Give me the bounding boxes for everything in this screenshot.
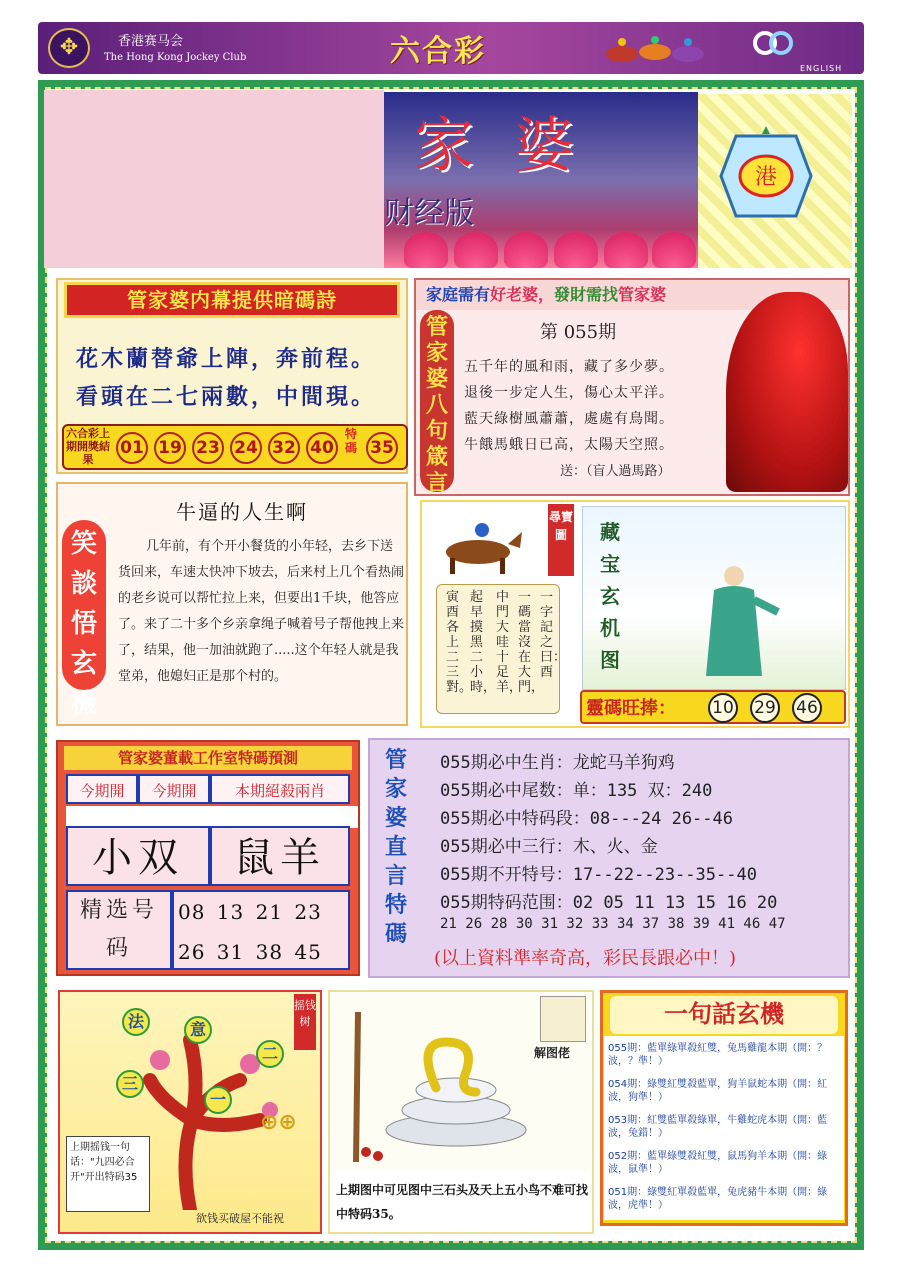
tree-ball: 三: [116, 1070, 144, 1098]
eight-line-text: 藍天綠樹風蕭蕭，處處有鳥聞。: [464, 411, 674, 427]
veiled-bride-image: [726, 292, 848, 492]
scroll-column: 寅酉各上二三對。: [446, 590, 473, 695]
coin-decoration-icon: ⊕⊕: [260, 1110, 297, 1135]
workshop-blank-strip: [66, 806, 358, 828]
double-ring-logo-icon[interactable]: [748, 30, 798, 56]
workshop-picks-row: 08 13 21 23: [178, 900, 322, 924]
result-ball: 23: [192, 432, 224, 464]
solver-icon: [540, 996, 586, 1042]
blank-pink-block: [44, 90, 384, 268]
direct-line: 055期必中三行：木、火、金: [440, 837, 658, 857]
special-label: 特碼: [345, 427, 358, 455]
treasure-tag: 尋寶圖: [548, 504, 574, 576]
page-title: 六合彩: [390, 34, 486, 69]
issue-number: 第 055期: [540, 322, 617, 343]
mystery-line: 054期：綠雙紅雙殺藍單，狗羊鼠蛇本期（開：紅波，狗準！）: [608, 1079, 828, 1103]
lantern-icon: [716, 126, 816, 226]
eight-line-text: 退後一步定人生，傷心太平洋。: [464, 385, 674, 401]
mystery-line: 052期：藍單綠雙殺紅雙，鼠馬狗羊本期（開：綠波，鼠準！）: [608, 1151, 828, 1175]
direct-line: 055期特码范围：02 05 11 13 15 16 20: [440, 893, 778, 913]
racing-horses-icon: [600, 30, 710, 70]
direct-vertical-title: 管家婆直言特碼: [384, 747, 407, 947]
money-tree-caption: 欲钱买破屋不能祝: [196, 1212, 284, 1225]
tree-ball: 一: [204, 1086, 232, 1114]
joke-title: 牛逼的人生啊: [176, 500, 308, 524]
header-part: 發財需找: [554, 285, 619, 304]
workshop-head: 今期開: [66, 774, 138, 804]
solver-label: 解图佬: [534, 1046, 571, 1060]
horse-rider-icon: [430, 518, 526, 574]
lotus-icon: [404, 232, 448, 268]
workshop-head: 本期絕殺兩肖: [210, 774, 350, 804]
lotus-icon: [652, 232, 696, 268]
poem-line-1: 花木蘭替爺上陣，奔前程。: [76, 346, 377, 372]
eight-line-text: 五千年的風和雨，藏了多少夢。: [464, 359, 674, 375]
workshop-head: 今期開: [138, 774, 210, 804]
workshop-picks-label: 精选号码: [66, 890, 172, 970]
poem-line-2: 看頭在二七兩數，中間現。: [76, 384, 377, 410]
masthead-subtitle: 财经版: [384, 196, 474, 231]
workshop-title: 管家婆董載工作室特碼預測: [64, 746, 352, 770]
lotus-icon: [504, 232, 548, 268]
lucky-code-label: 靈碼旺捧：: [586, 698, 676, 719]
scroll-column: 一碼當沒在大門，: [518, 590, 545, 695]
direct-line: 055期必中生肖：龙蛇马羊狗鸡: [440, 753, 675, 773]
lotus-icon: [554, 232, 598, 268]
money-tree-tag: 摇钱树: [294, 994, 316, 1050]
scroll-column: 中門大哇十足羊，: [496, 590, 523, 695]
masthead-title: 家婆: [414, 111, 614, 181]
direct-code-panel: [368, 738, 850, 978]
result-ball: 19: [154, 432, 186, 464]
mystery-line: 051期：綠雙紅單殺藍單，兔虎豬牛本期（開：綠波，虎準！）: [608, 1187, 828, 1211]
direct-line: 21 26 28 30 31 32 33 34 37 38 39 41 46 47: [440, 916, 786, 932]
scroll-column: 起早摸黑二小時，: [470, 590, 497, 695]
special-ball: 35: [366, 432, 398, 464]
lucky-ball: 46: [792, 693, 822, 723]
eight-line-vertical-title: 管家婆八句箴言: [420, 310, 454, 492]
result-ball: 32: [268, 432, 300, 464]
scholar-figure-icon: [690, 560, 780, 680]
jockey-club-logo[interactable]: ✥: [48, 28, 90, 68]
lucky-ball: 10: [708, 693, 738, 723]
joke-body: 几年前，有个开小餐货的小年轻，去乡下送货回来，车速太快冲下坡去，后来村上几个看热闹的老乡说可以帮忙拉上来，但要出1千块，他答应了。来了二十多个乡亲拿绳子喊着号子帮他拽上来了，结果，他一加油就跑了.....这个年轻人就是我堂弟，他媳妇正是那个村的。: [118, 539, 405, 684]
mystery-line: 053期：紅雙藍單殺綠單，牛雞蛇虎本期（開：藍波，兔錯！）: [608, 1115, 828, 1139]
one-sentence-title: 一句話玄機: [610, 996, 838, 1034]
workshop-kill-zodiac: 鼠羊: [210, 826, 350, 886]
workshop-prediction-size: 小双: [66, 826, 210, 886]
result-ball: 24: [230, 432, 262, 464]
result-ball: 01: [116, 432, 148, 464]
lantern-char: 港: [754, 165, 778, 190]
masthead-banner: [384, 92, 698, 268]
eight-line-signature: 送：（盲人過馬路）: [560, 464, 671, 479]
result-ball: 40: [306, 432, 338, 464]
tree-ball: 法: [122, 1008, 150, 1036]
header-part: 好老婆，: [490, 285, 555, 304]
eight-line-text: 牛餓馬蛾日已高，太陽天空照。: [464, 437, 674, 453]
tree-ball: 二: [256, 1040, 284, 1068]
club-name-en: The Hong Kong Jockey Club: [104, 52, 247, 63]
direct-line: 055期不开特号：17--22--23--35--40: [440, 865, 757, 885]
snake-scene-icon: [346, 1002, 536, 1164]
header-part: 家庭需有: [426, 285, 491, 304]
lotus-icon: [454, 232, 498, 268]
scroll-column: 一字記之曰：酉: [540, 590, 567, 680]
money-tree-note: 上期摇钱一句话："九四必合开"开出特码35: [66, 1136, 150, 1212]
lotus-icon: [604, 232, 648, 268]
mystery-line: 055期：藍單綠單殺紅雙，兔馬雞龍本期（開：？波，？準！）: [608, 1043, 828, 1067]
scene-title: 藏宝玄机图: [600, 520, 620, 672]
direct-footer: (以上資料準率奇高，彩民長跟必中！): [434, 948, 737, 969]
english-link[interactable]: ENGLISH: [800, 64, 843, 73]
joke-vertical-title: 笑談悟玄機: [62, 520, 106, 690]
header-part: 管家婆: [618, 285, 667, 304]
last-result-label: 六合彩上期開獎結果: [66, 427, 110, 466]
workshop-picks-row: 26 31 38 45: [178, 940, 322, 964]
puzzle-caption: 上期图中可见图中三石头及天上五小鸟不难可找中特码35。: [336, 1183, 589, 1221]
club-name-cn: 香港赛马会: [118, 34, 184, 49]
tree-ball: 意: [184, 1016, 212, 1044]
direct-line: 055期必中特码段：08---24 26--46: [440, 809, 733, 829]
lucky-ball: 29: [750, 693, 780, 723]
direct-line: 055期必中尾数：单：135 双：240: [440, 781, 713, 801]
poem-title: 管家婆内幕提供暗碼詩: [64, 282, 400, 318]
